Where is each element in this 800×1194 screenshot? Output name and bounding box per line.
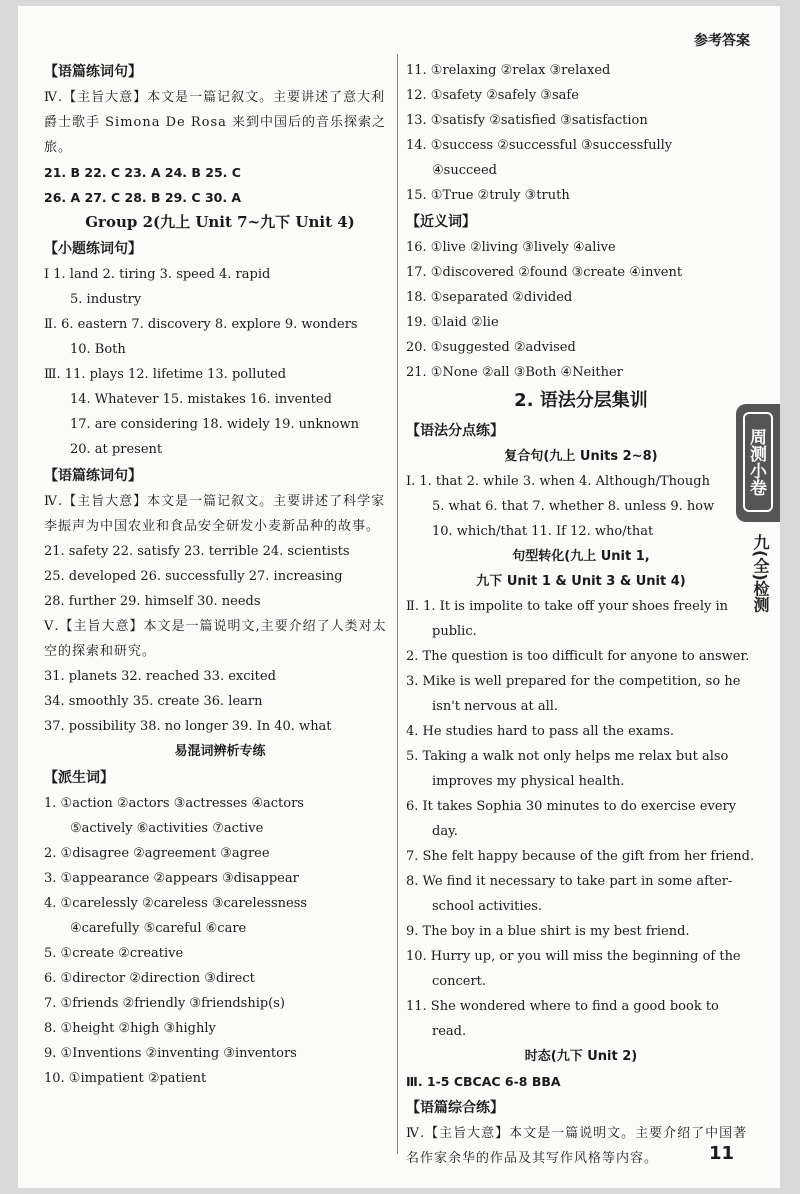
side-tab-label: 周测小卷 xyxy=(743,412,773,512)
subsection-title: 时态(九下 Unit 2) xyxy=(524,1049,638,1064)
answer-line-continued: 14. Whatever 15. mistakes 16. invented xyxy=(70,392,332,407)
column-divider xyxy=(397,54,398,1154)
answer-key-line: Ⅲ. 1-5 CBCAC 6-8 BBA xyxy=(406,1074,561,1089)
side-grade-label: 九(全)检测 xyxy=(751,534,770,613)
answer-line-continued: 10. Both xyxy=(70,342,126,357)
sentence-answer: 8. We find it necessary to take part in some after-school activities. xyxy=(406,874,733,914)
right-column xyxy=(406,58,756,1171)
side-tab xyxy=(736,404,780,522)
section-heading: 【语篇综合练】 xyxy=(406,1100,504,1116)
subsection-title: 易混词辨析专练 xyxy=(174,744,266,759)
part-title: 2. 语法分层集训 xyxy=(514,390,648,411)
sentence-answer: 2. The question is too difficult for anyone to answer. xyxy=(406,649,750,664)
answer-line: 9. ①Inventions ②inventing ③inventors xyxy=(44,1046,297,1061)
answer-line: Ⅰ. 1. that 2. while 3. when 4. Although/Though xyxy=(406,474,710,489)
summary-paragraph: Ⅴ.【主旨大意】本文是一篇说明文,主要介绍了人类对太空的探索和研究。 xyxy=(44,619,387,659)
sentence-answer: 6. It takes Sophia 30 minutes to do exercise every day. xyxy=(406,799,737,839)
answer-line: 37. possibility 38. no longer 39. In 40. what xyxy=(44,719,332,734)
subsection-title: 句型转化(九上 Unit 1, xyxy=(512,549,650,564)
section-heading: 【语法分点练】 xyxy=(406,423,504,439)
answer-line: 14. ①success ②successful ③successfully xyxy=(406,138,673,153)
answer-line: 4. ①carelessly ②careless ③carelessness xyxy=(44,896,308,911)
answer-line-continued: 10. which/that 11. If 12. who/that xyxy=(432,524,654,539)
answer-key-line: 26. A 27. C 28. B 29. C 30. A xyxy=(44,190,242,205)
subsection-title: 复合句(九上 Units 2~8) xyxy=(504,449,658,464)
answer-line: 21. safety 22. satisfy 23. terrible 24. scientists xyxy=(44,544,350,559)
answer-line-continued: ④carefully ⑤careful ⑥care xyxy=(70,921,247,936)
answer-line: 19. ①laid ②lie xyxy=(406,315,499,330)
left-column xyxy=(44,58,396,1091)
group-title: Group 2(九上 Unit 7~九下 Unit 4) xyxy=(85,213,355,231)
section-heading: 【近义词】 xyxy=(406,214,476,230)
sentence-answer: 11. She wondered where to find a good book to read. xyxy=(406,999,719,1039)
answer-line: 16. ①live ②living ③lively ④alive xyxy=(406,240,616,255)
page-header-title: 参考答案 xyxy=(694,33,750,49)
section-heading: 【语篇练词句】 xyxy=(44,468,142,484)
sentence-answer: 3. Mike is well prepared for the competition, so he isn't nervous at all. xyxy=(406,674,741,714)
answer-line: 6. ①director ②direction ③direct xyxy=(44,971,255,986)
sentence-answer: Ⅱ. 1. It is impolite to take off your shoes freely in public. xyxy=(406,599,728,639)
answer-line-continued: 20. at present xyxy=(70,442,163,457)
answer-line: 11. ①relaxing ②relax ③relaxed xyxy=(406,63,611,78)
answer-line-continued: 17. are considering 18. widely 19. unknown xyxy=(70,417,359,432)
answer-line: 12. ①safety ②safely ③safe xyxy=(406,88,579,103)
summary-paragraph: Ⅳ.【主旨大意】本文是一篇记叙文。主要讲述了意大利爵士歌手 Simona De Rosa 来到中国后的音乐探索之旅。 xyxy=(44,90,387,155)
answer-page xyxy=(18,6,780,1188)
summary-paragraph: Ⅳ.【主旨大意】本文是一篇说明文。主要介绍了中国著名作家余华的作品及其写作风格等内容。 xyxy=(406,1126,748,1166)
answer-line: 15. ①True ②truly ③truth xyxy=(406,188,570,203)
answer-line: Ⅰ 1. land 2. tiring 3. speed 4. rapid xyxy=(44,267,271,282)
answer-line: Ⅲ. 11. plays 12. lifetime 13. polluted xyxy=(44,367,287,382)
answer-line: 8. ①height ②high ③highly xyxy=(44,1021,216,1036)
answer-line: 34. smoothly 35. create 36. learn xyxy=(44,694,263,709)
answer-line: 20. ①suggested ②advised xyxy=(406,340,576,355)
answer-line: 31. planets 32. reached 33. excited xyxy=(44,669,276,684)
subsection-title: 九下 Unit 1 & Unit 3 & Unit 4) xyxy=(476,574,686,589)
sentence-answer: 10. Hurry up, or you will miss the beginning of the concert. xyxy=(406,949,741,989)
sentence-answer: 4. He studies hard to pass all the exams. xyxy=(406,724,674,739)
answer-line: 10. ①impatient ②patient xyxy=(44,1071,207,1086)
answer-key-line: 21. B 22. C 23. A 24. B 25. C xyxy=(44,165,241,180)
answer-line: 25. developed 26. successfully 27. increasing xyxy=(44,569,343,584)
section-heading: 【小题练词句】 xyxy=(44,241,142,257)
answer-line: 7. ①friends ②friendly ③friendship(s) xyxy=(44,996,285,1011)
answer-line-continued: 5. industry xyxy=(70,292,142,307)
sentence-answer: 9. The boy in a blue shirt is my best friend. xyxy=(406,924,690,939)
page-number: 11 xyxy=(708,1143,734,1164)
sentence-answer: 7. She felt happy because of the gift from her friend. xyxy=(406,849,755,864)
section-heading: 【语篇练词句】 xyxy=(44,64,142,80)
answer-line: 28. further 29. himself 30. needs xyxy=(44,594,261,609)
answer-line-continued: ⑤actively ⑥activities ⑦active xyxy=(70,821,264,836)
answer-line: 1. ①action ②actors ③actresses ④actors xyxy=(44,796,304,811)
answer-line: 3. ①appearance ②appears ③disappear xyxy=(44,871,299,886)
answer-line: 18. ①separated ②divided xyxy=(406,290,573,305)
answer-line-continued: 5. what 6. that 7. whether 8. unless 9. how xyxy=(432,499,715,514)
answer-line-continued: ④succeed xyxy=(432,163,497,178)
summary-paragraph: Ⅳ.【主旨大意】本文是一篇记叙文。主要讲述了科学家李振声为中国农业和食品安全研发小麦新品种的故事。 xyxy=(44,494,386,534)
answer-line: 5. ①create ②creative xyxy=(44,946,184,961)
section-heading: 【派生词】 xyxy=(44,770,114,786)
answer-line: 13. ①satisfy ②satisfied ③satisfaction xyxy=(406,113,648,128)
answer-line: 2. ①disagree ②agreement ③agree xyxy=(44,846,270,861)
answer-line: 17. ①discovered ②found ③create ④invent xyxy=(406,265,683,280)
answer-line: Ⅱ. 6. eastern 7. discovery 8. explore 9. wonders xyxy=(44,317,358,332)
sentence-answer: 5. Taking a walk not only helps me relax but also improves my physical health. xyxy=(406,749,729,789)
answer-line: 21. ①None ②all ③Both ④Neither xyxy=(406,365,623,380)
